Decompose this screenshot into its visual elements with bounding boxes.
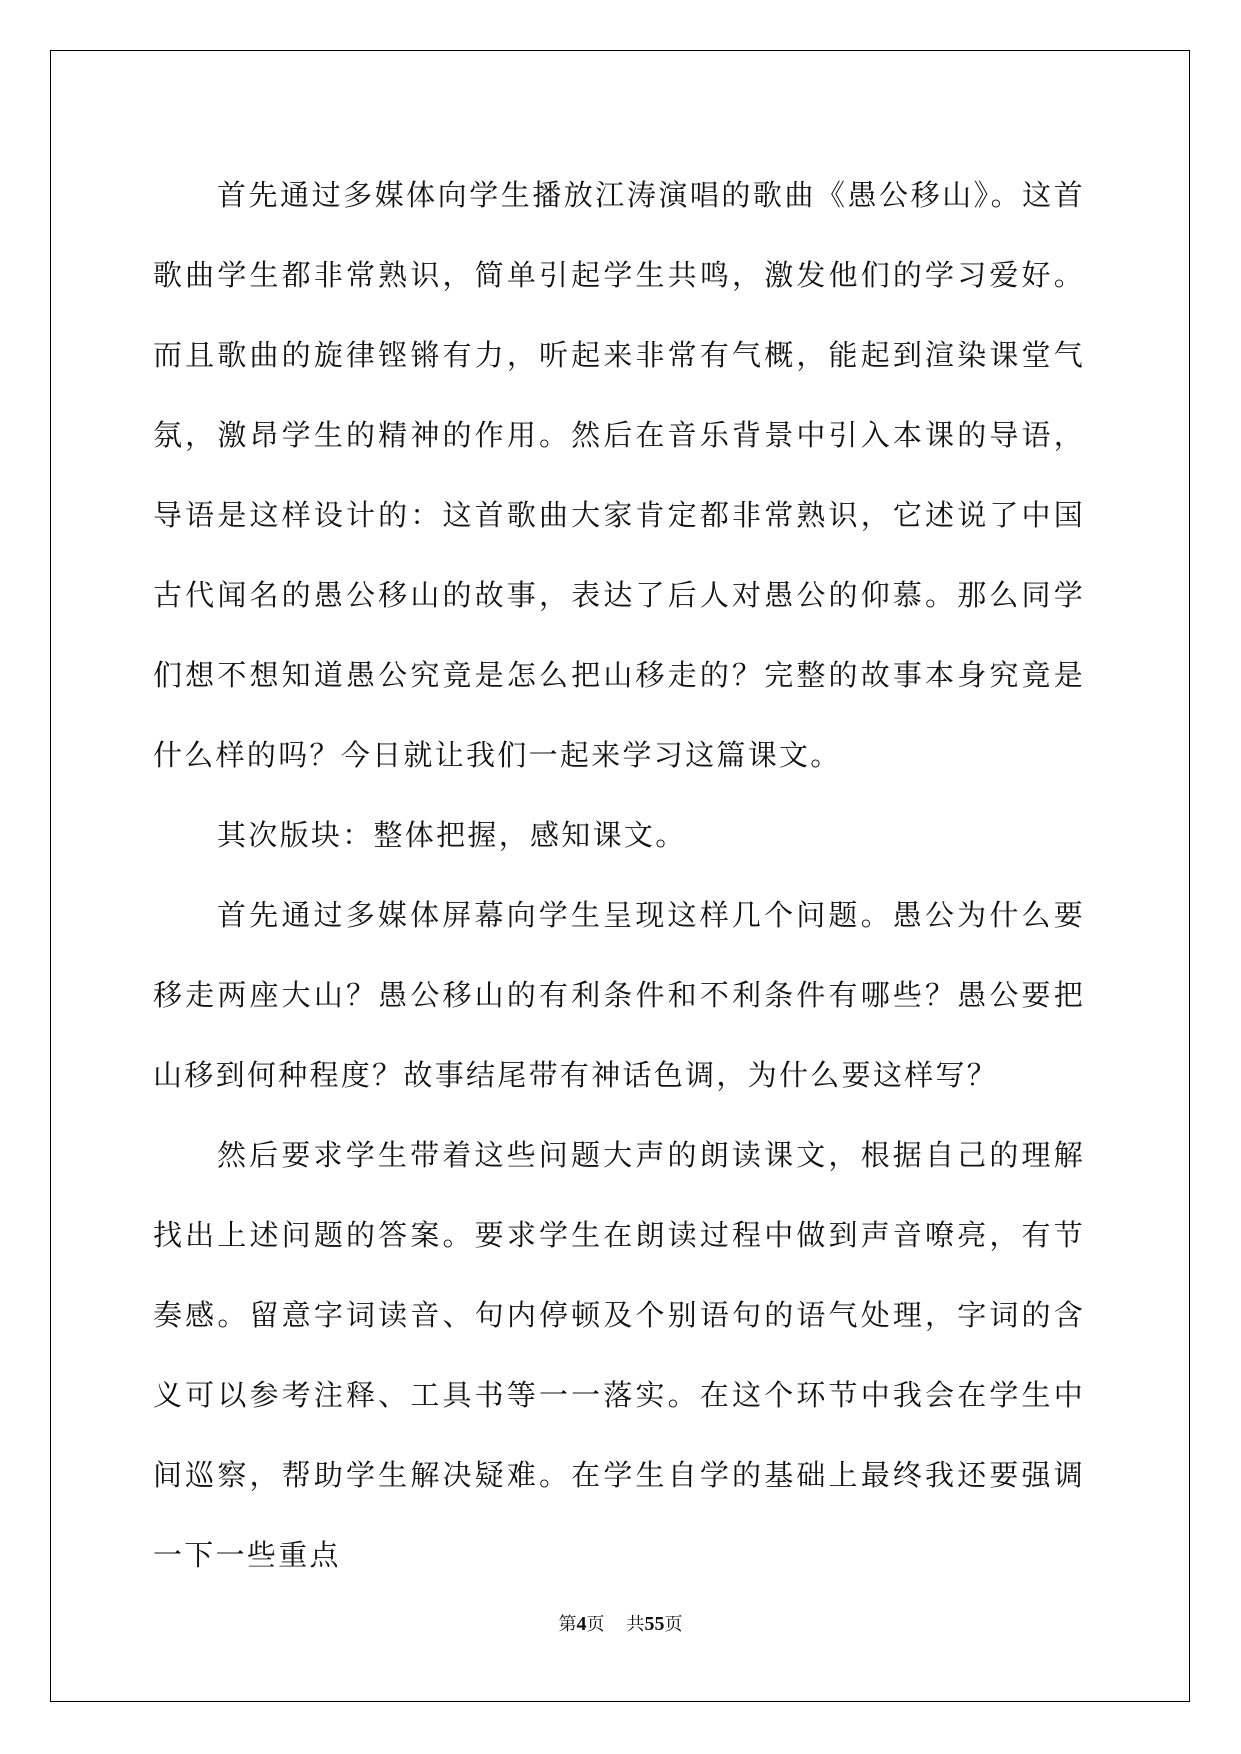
paragraph: 首先通过多媒体向学生播放江涛演唱的歌曲《愚公移山》。这首歌曲学生都非常熟识，简单引起学生共鸣，激发他们的学习爱好。而且歌曲的旋律铿锵有力，听起来非常有气概，能起到渲染课堂气氛，激昂学生的精神的作用。然后在音乐背景中引入本课的导语，导语是这样设计的：这首歌曲大家肯定都非常熟识，它述说了中国古代闻名的愚公移山的故事，表达了后人对愚公的仰慕。那么同学们想不想知道愚公究竟是怎么把山移走的？完整的故事本身究竟是什么样的吗？今日就让我们一起来学习这篇课文。 (153, 178, 1085, 772)
document-body (153, 155, 1085, 1595)
page-number: 4 (576, 1613, 587, 1635)
page-suffix: 页 (586, 1614, 605, 1635)
total-pages: 55 (644, 1613, 665, 1635)
total-prefix: 共 (626, 1614, 645, 1635)
page-prefix: 第 (558, 1614, 577, 1635)
total-suffix: 页 (664, 1614, 683, 1635)
page-footer (0, 1612, 1241, 1637)
paragraph: 然后要求学生带着这些问题大声的朗读课文，根据自己的理解找出上述问题的答案。要求学生在朗读过程中做到声音嘹亮，有节奏感。留意字词读音、句内停顿及个别语句的语气处理，字词的含义可以参考注释、工具书等一一落实。在这个环节中我会在学生中间巡察，帮助学生解决疑难。在学生自学的基础上最终我还要强调一下一些重点 (153, 1138, 1085, 1572)
paragraph: 首先通过多媒体屏幕向学生呈现这样几个问题。愚公为什么要移走两座大山？愚公移山的有利条件和不利条件有哪些？愚公要把山移到何种程度？故事结尾带有神话色调，为什么要这样写？ (153, 898, 1085, 1092)
paragraph-section-heading: 其次版块：整体把握，感知课文。 (217, 818, 687, 852)
